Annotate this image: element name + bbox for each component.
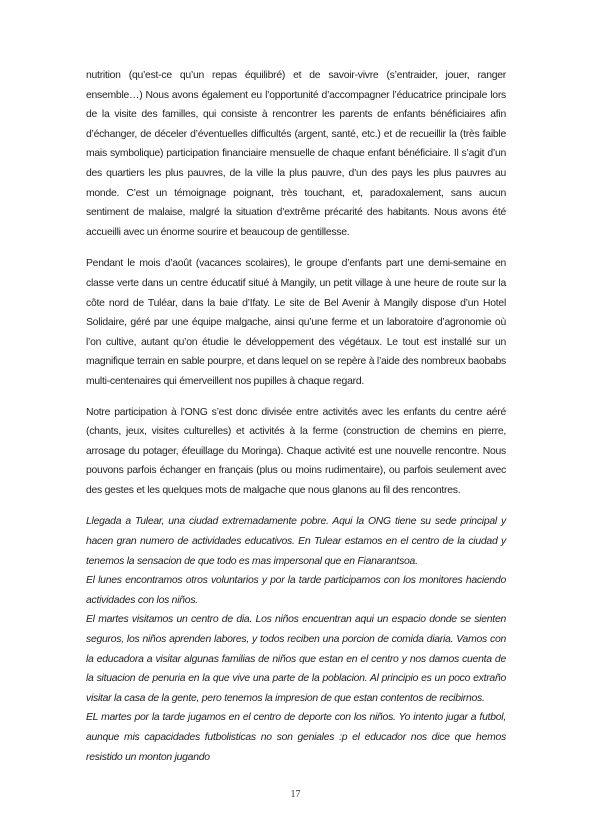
paragraph-mangily: Pendant le mois d’août (vacances scolaires), le groupe d’enfants part une demi-semaine en classe verte dans un centre éducatif situé à Mangily, un petit village à une heure de route sur la côte nord de Tuléar, dans la baie d’Ifaty. Le site de Bel Avenir à Mangily dispose d’un Hotel Solidaire, géré par une équipe malgache, ainsi qu’une ferme et un laboratoire d’agronomie où l’on cultive, autant qu’on étudie le développement des végétaux. Le tout est installé sur un magnifique terrain en sable pourpre, et dans lequel on se repère à l’aide des nombreux baobabs multi-centenaires qui émerveillent nos pupilles à chaque regard. xyxy=(86,258,506,387)
spanish-line-martes-centro: El martes visitamos un centro de dia. Los niños encuentran aqui un espacio donde se sienten seguros, los niños aprenden labores, y todos reciben una porcion de comida diaria. Vamos con la educadora a visitar algunas familias de niños que estan en el centro y nos damos cuenta de la situacion de penuria en la que vive una parte de la poblacion. Al principio es un poco extraño visitar la casa de la gente, pero tenemos la impresion de que estan contentos de recibirnos. xyxy=(86,614,506,704)
document-body xyxy=(86,66,506,767)
page-number: 17 xyxy=(290,789,301,800)
spanish-line-lunes: El lunes encontramos otros voluntarios y por la tarde participamos con los monitores haciendo actividades con los niños. xyxy=(86,575,506,606)
spanish-journal xyxy=(86,512,506,767)
paragraph-family-visits: nutrition (qu’est-ce qu’un repas équilibré) et de savoir-vivre (s’entraider, jouer, ranger ensemble…) Nous avons également eu l’opportunité d’accompagner l’éducatrice principale lors de la visite des familles, qui consiste à rencontrer les parents de enfants bénéficiaires afin d’échanger, de déceler d’éventuelles difficultés (argent, santé, etc.) et de recueillir la (très faible mais symbolique) participation financiaire mensuelle de chaque enfant bénéficiaire. Il s’agit d’un des quartiers les plus pauvres, de la ville la plus pauvre, d’un des pays les plus pauvres au monde. C’est un témoignage poignant, très touchant, et, paradoxalement, sans aucun sentiment de malaise, malgré la situation d’extrême précarité des habitants. Nous avons été accueilli avec un énorme sourire et beaucoup de gentillesse. xyxy=(86,70,506,238)
spanish-line-tulear: Llegada a Tulear, una ciudad extremadamente pobre. Aqui la ONG tiene su sede principal y hacen gran numero de actividades educativos. En Tulear estamos en el centro de la ciudad y tenemos la sensacion de que todo es mas impersonal que en Fianarantsoa. xyxy=(86,516,506,567)
paragraph-ong-participation: Notre participation à l’ONG s’est donc divisée entre activités avec les enfants du centre aéré (chants, jeux, visites culturelles) et activités à la ferme (construction de chemins en pierre, arrosage du potager, éfeuillage du Moringa). Chaque activité est une nouvelle rencontre. Nous pouvons parfois échanger en français (plus ou moins rudimentaire), ou parfois seulement avec des gestes et les quelques mots de malgache que nous glanons au fil des rencontres. xyxy=(86,406,506,496)
spanish-line-martes-deporte: EL martes por la tarde jugamos en el centro de deporte con los niños. Yo intento jugar a futbol, aunque mis capacidades futbolisticas no son geniales :p el educador nos dice que hemos resistido un monton jugando xyxy=(86,712,506,763)
